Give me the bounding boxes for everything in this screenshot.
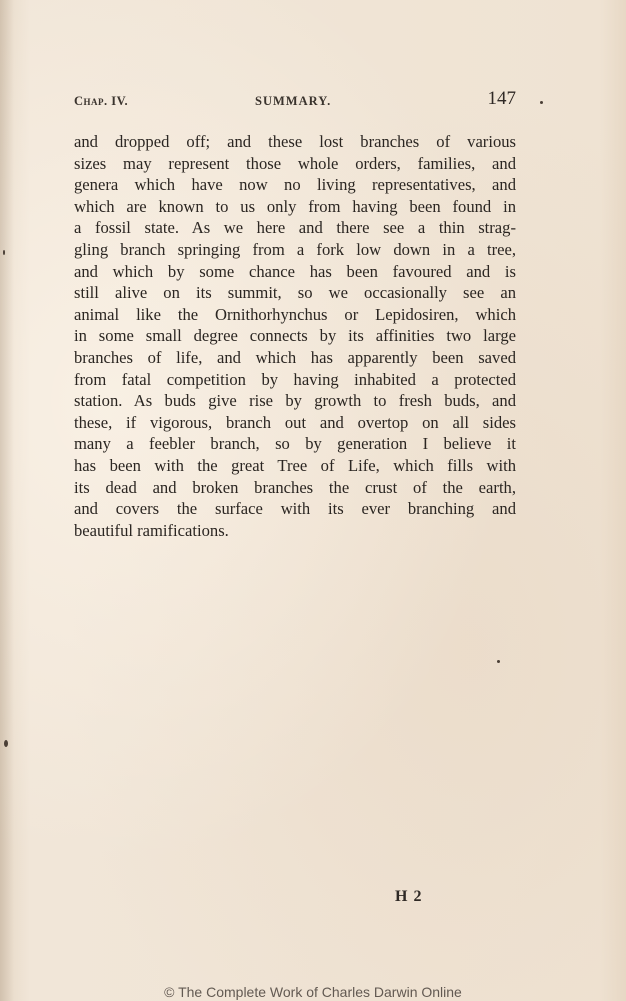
running-head-chapter: Chap. IV. <box>74 94 129 108</box>
text-line: from fatal competition by having inhabited a protected <box>74 369 516 389</box>
ink-speck <box>3 250 5 255</box>
text-line: genera which have now no living representatives, and <box>74 175 516 195</box>
text-line: animal like the Ornithorhynchus or Lepidosiren, which <box>74 304 516 324</box>
ink-speck <box>497 660 500 663</box>
text-line: which are known to us only from having been found in <box>74 196 516 216</box>
text-line: a fossil state. As we here and there see a thin strag- <box>74 218 516 238</box>
ink-speck <box>540 101 543 104</box>
text-line: and dropped off; and these lost branches of various <box>74 132 516 151</box>
text-line: gling branch springing from a fork low down in a tree, <box>74 239 516 259</box>
signature-mark: H 2 <box>395 888 423 905</box>
running-head <box>74 88 516 114</box>
text-line-last: beautiful ramifications. <box>74 520 229 540</box>
text-line: and covers the surface with its ever branching and <box>74 499 516 519</box>
text-line: and which by some chance has been favoured and is <box>74 261 516 281</box>
text-line: its dead and broken branches the crust of the earth, <box>74 477 516 497</box>
text-line: in some small degree connects by its affinities two large <box>74 326 516 346</box>
text-line: branches of life, and which has apparently been saved <box>74 347 516 367</box>
running-head-title: SUMMARY. <box>255 94 332 108</box>
copyright-watermark: © The Complete Work of Charles Darwin Online <box>164 984 462 1000</box>
text-line: these, if vigorous, branch out and overtop on all sides <box>74 412 516 432</box>
ink-speck <box>4 740 8 747</box>
text-line: still alive on its summit, so we occasionally see an <box>74 283 516 303</box>
text-line: sizes may represent those whole orders, families, and <box>74 153 516 173</box>
body-text <box>74 131 516 541</box>
page-gutter-shadow <box>0 0 14 1001</box>
text-line: many a feebler branch, so by generation I believe it <box>74 434 516 454</box>
page-number: 147 <box>487 88 516 109</box>
text-line: has been with the great Tree of Life, which fills with <box>74 455 516 475</box>
text-line: station. As buds give rise by growth to fresh buds, and <box>74 391 516 411</box>
